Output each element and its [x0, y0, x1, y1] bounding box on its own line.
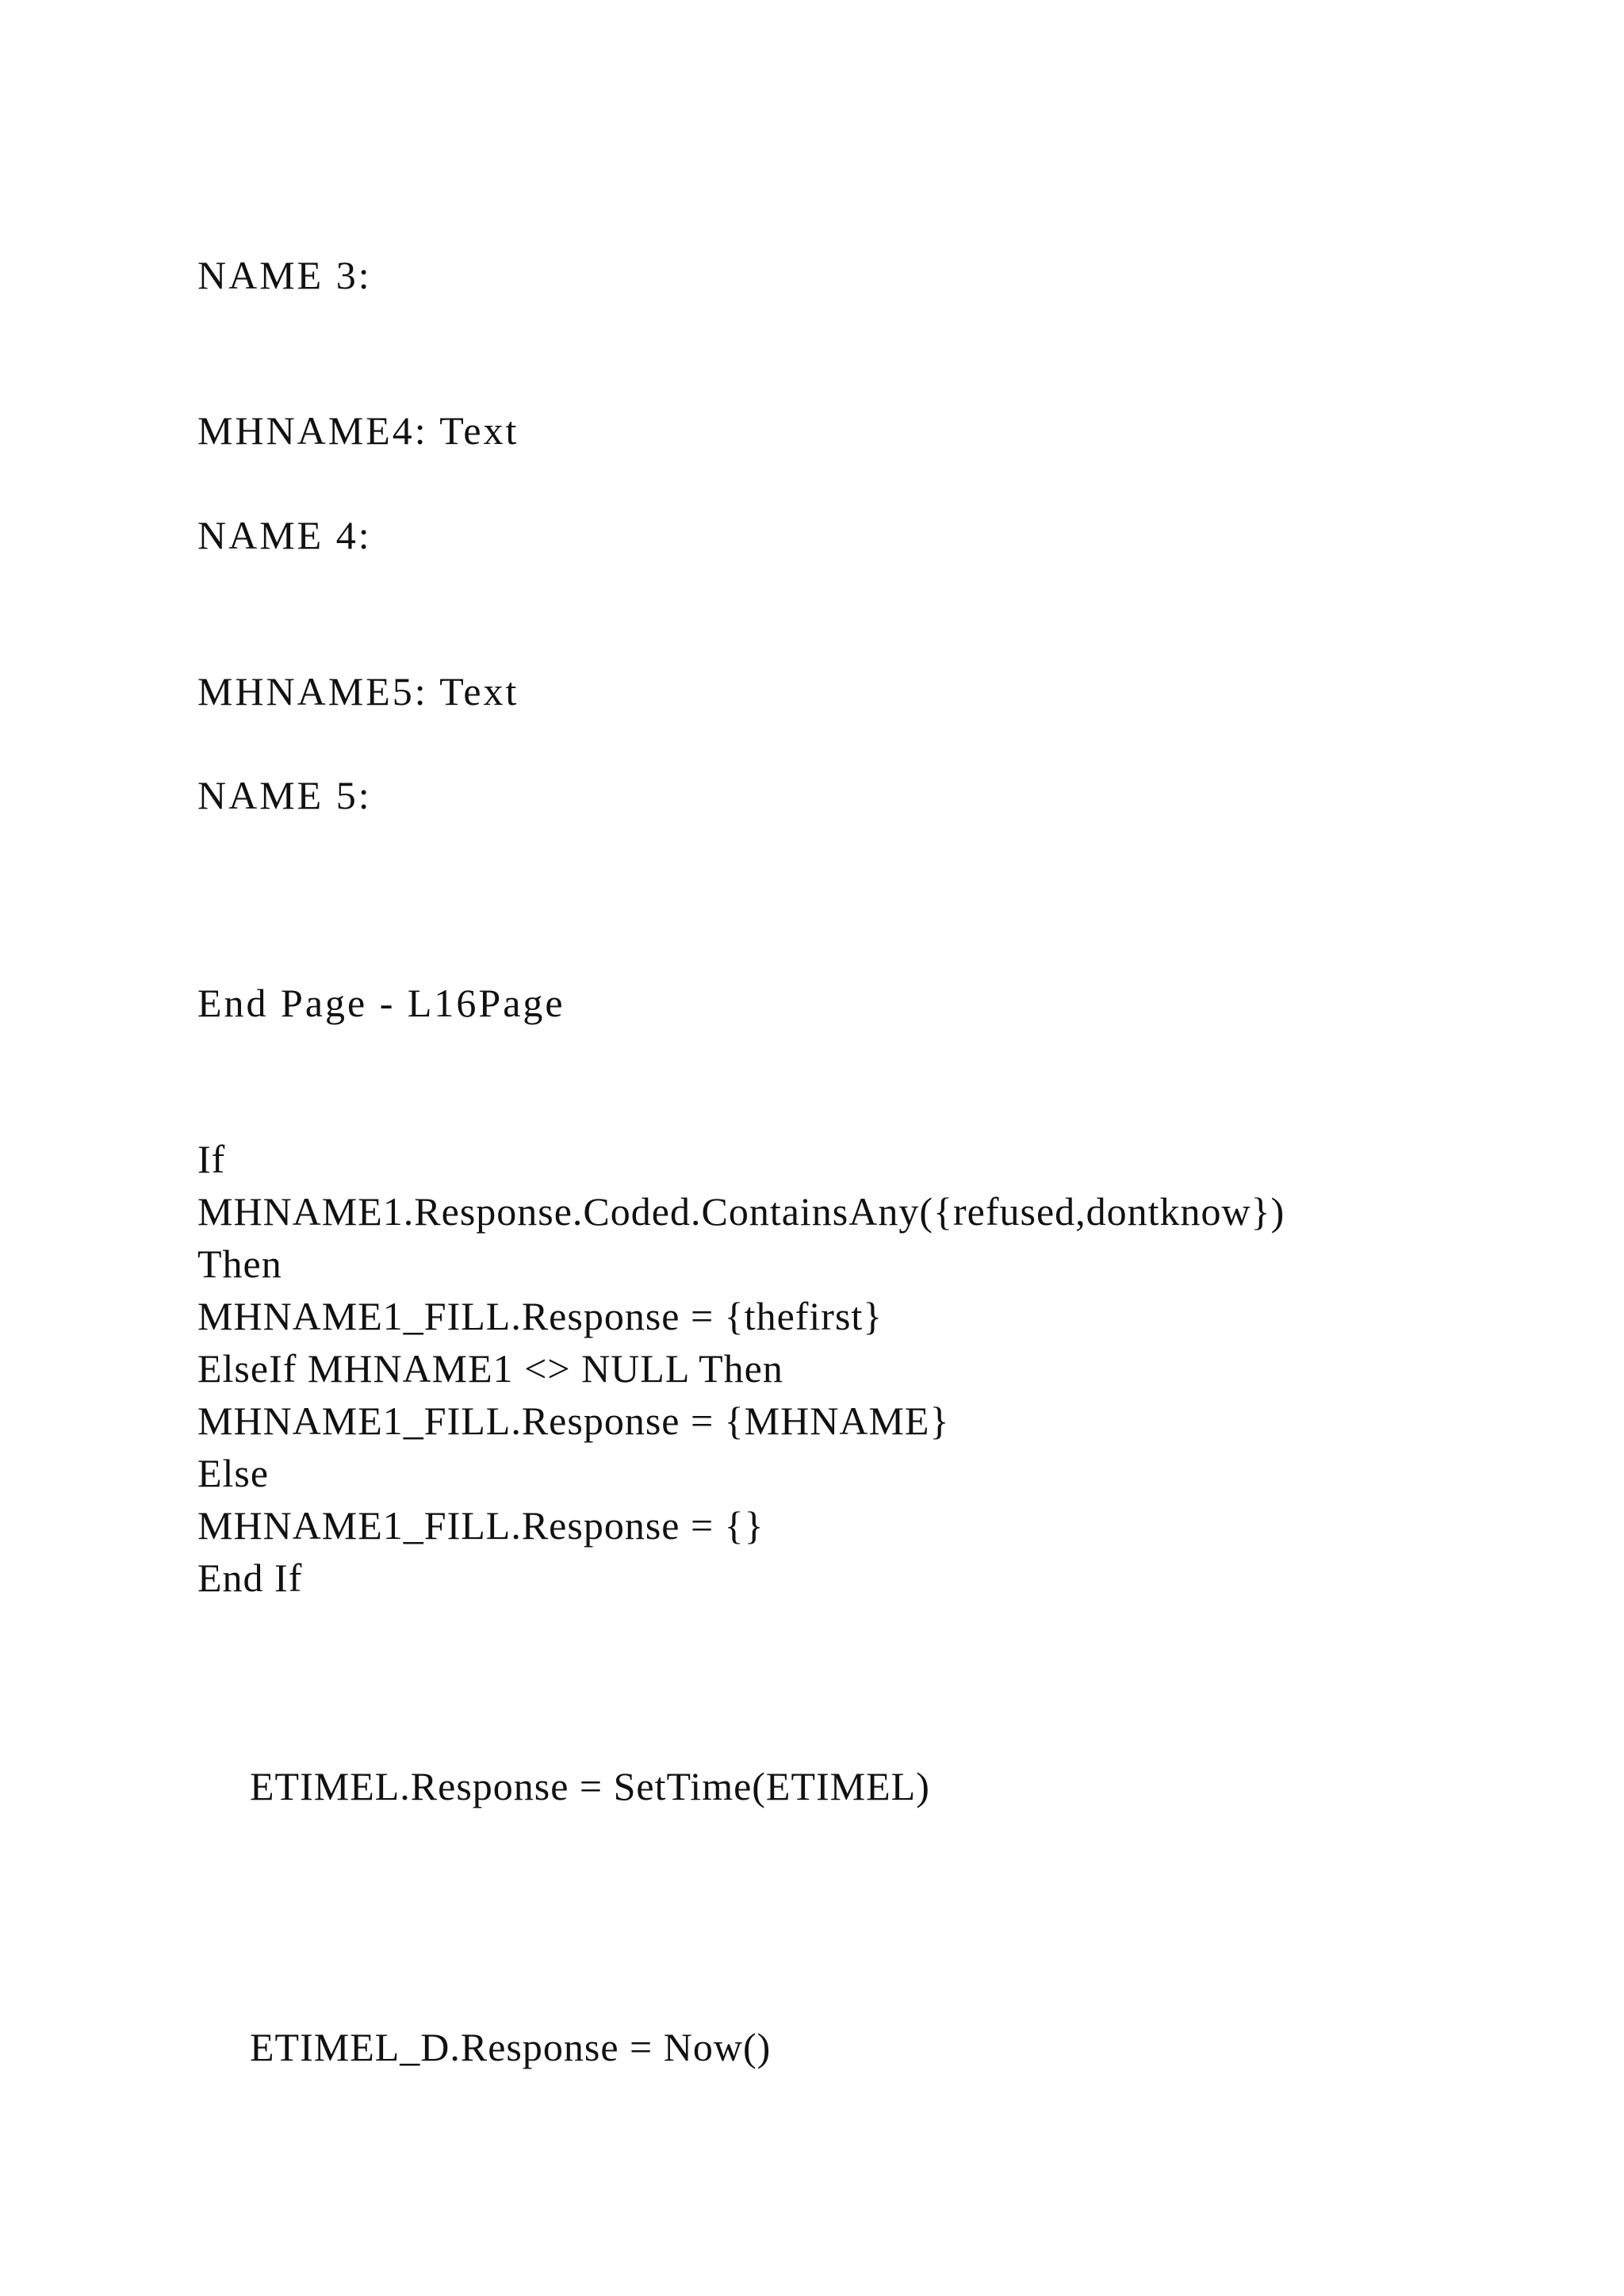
code-line-if: If	[197, 1137, 226, 1181]
code-line-etimel-settime: ETIMEL.Response = SetTime(ETIMEL)	[250, 1764, 930, 1808]
label-mhname5: MHNAME5: Text	[197, 669, 519, 714]
code-line-fill-mhname: MHNAME1_FILL.Response = {MHNAME}	[197, 1399, 950, 1443]
label-mhname4: MHNAME4: Text	[197, 408, 519, 453]
label-name-4: NAME 4:	[197, 513, 372, 557]
code-line-fill-thefirst: MHNAME1_FILL.Response = {thefirst}	[197, 1294, 883, 1338]
code-line-fill-empty: MHNAME1_FILL.Response = {}	[197, 1503, 764, 1548]
code-line-etimel-d-now: ETIMEL_D.Response = Now()	[250, 2025, 772, 2069]
label-name-3: NAME 3:	[197, 253, 372, 297]
label-name-5: NAME 5:	[197, 773, 372, 817]
code-line-elseif: ElseIf MHNAME1 <> NULL Then	[197, 1346, 783, 1391]
code-line-then: Then	[197, 1242, 282, 1286]
code-line-else: Else	[197, 1451, 270, 1495]
end-page-line: End Page - L16Page	[197, 981, 565, 1025]
code-line-condition: MHNAME1.Response.Coded.ContainsAny({refused,dontknow})	[197, 1189, 1285, 1234]
code-line-end-if: End If	[197, 1556, 303, 1600]
